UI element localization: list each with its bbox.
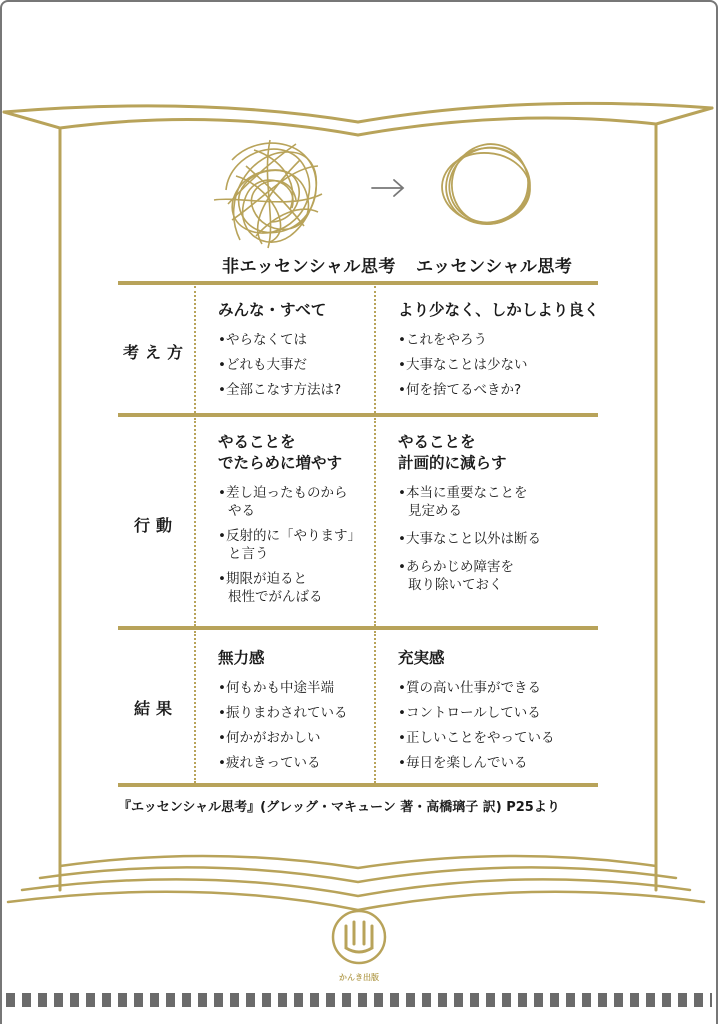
row-label-mindset: 考え方	[122, 343, 189, 362]
cell-heading: 無力感	[218, 649, 265, 667]
publisher-logo-icon	[333, 911, 385, 963]
cell-heading: みんな・すべて	[218, 301, 327, 319]
column-title-non-essentialist: 非エッセンシャル思考	[222, 257, 396, 277]
list-item: •全部こなす方法は?	[218, 382, 342, 398]
list-item: •差し迫ったものから やる	[218, 485, 348, 519]
list-item: •これをやろう	[398, 332, 487, 348]
book-page-lines	[8, 856, 704, 910]
column-divider	[374, 286, 376, 413]
arrow-right-icon	[372, 180, 403, 196]
list-item: •大事なこと以外は断る	[398, 531, 541, 547]
cell-heading: やることを でたらめに増やす	[218, 433, 343, 472]
list-item: •何かがおかしい	[218, 730, 321, 746]
table-rule	[118, 626, 598, 630]
list-item: •コントロールしている	[398, 705, 541, 721]
list-item: •質の高い仕事ができる	[398, 680, 541, 696]
publisher-name: かんき出版	[339, 973, 379, 982]
list-item: •振りまわされている	[218, 705, 348, 721]
cell-heading: より少なく、しかしより良く	[398, 301, 600, 319]
neat-circle-icon	[439, 137, 539, 234]
list-item: •あらかじめ障害を 取り除いておく	[398, 559, 514, 593]
cell-action-essentialist	[398, 432, 603, 601]
row-label-result: 結果	[133, 699, 178, 718]
list-item: •本当に重要なことを 見定める	[398, 485, 528, 519]
cell-result-essentialist	[398, 648, 603, 779]
cell-action-non-essentialist	[218, 432, 368, 613]
row-label-action: 行動	[133, 516, 178, 535]
column-title-essentialist: エッセンシャル思考	[416, 257, 573, 277]
cell-result-non-essentialist	[218, 648, 368, 779]
list-item: •毎日を楽しんでいる	[398, 755, 528, 771]
book-inner-left-top	[60, 119, 358, 135]
column-divider	[374, 631, 376, 783]
column-divider	[194, 418, 196, 626]
source-citation: 『エッセンシャル思考』(グレッグ・マキューン 著・高橋璃子 訳) P25より	[118, 800, 560, 815]
book-left-cover	[4, 112, 60, 890]
list-item: •疲れきっている	[218, 755, 321, 771]
column-divider	[374, 418, 376, 626]
column-divider	[194, 286, 196, 413]
table-rule	[118, 413, 598, 417]
list-item: •何を捨てるべきか?	[398, 382, 522, 398]
book-inner-right-top	[358, 118, 656, 135]
list-item: •どれも大事だ	[218, 357, 307, 373]
book-right-cover	[656, 108, 712, 890]
cell-mindset-essentialist	[398, 300, 603, 406]
list-item: •正しいことをやっている	[398, 730, 555, 746]
list-item: •何もかも中途半端	[218, 680, 334, 696]
cell-heading: 充実感	[398, 649, 445, 667]
tangled-scribble-icon	[214, 140, 322, 248]
table-rule	[118, 281, 598, 285]
list-item: •期限が迫ると 根性でがんばる	[218, 571, 323, 605]
cell-heading: やることを 計画的に減らす	[398, 433, 507, 472]
cell-mindset-non-essentialist	[218, 300, 368, 406]
list-item: •反射的に「やります」 と言う	[218, 528, 361, 562]
footer-dash-strip	[6, 993, 712, 1007]
column-divider	[194, 631, 196, 783]
list-item: •大事なことは少ない	[398, 357, 528, 373]
table-rule	[118, 783, 598, 787]
list-item: •やらなくては	[218, 332, 307, 348]
